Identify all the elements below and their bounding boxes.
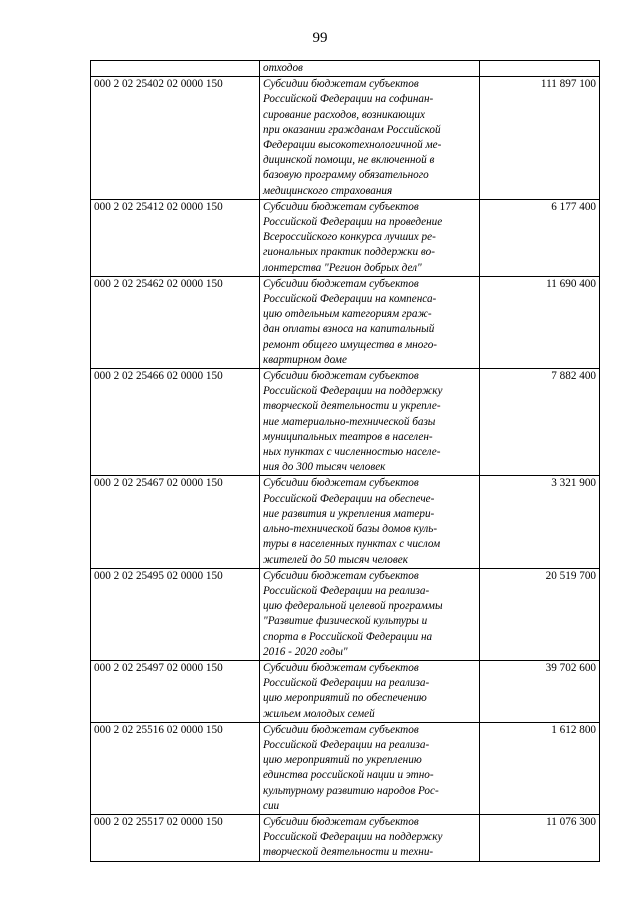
description-line: Субсидии бюджетам субъектов (263, 370, 419, 383)
description-line: спорта в Российской Федерации на (263, 630, 433, 643)
description-line: Субсидии бюджетам субъектов (263, 277, 419, 290)
description-line: Российской Федерации на реализа- (263, 738, 430, 751)
description-line: гиональных практик поддержки во- (263, 246, 435, 259)
description-line: медицинского страхования (263, 184, 393, 197)
description-line: Российской Федерации на обеспече- (263, 492, 435, 505)
description-line: ние развития и укрепления матери- (263, 507, 435, 520)
description-cell (260, 568, 480, 660)
description-cell (260, 476, 480, 568)
description-line: Российской Федерации на реализа- (263, 677, 430, 690)
description-line: жильем молодых семей (263, 707, 375, 720)
budget-code-cell: 000 2 02 25497 02 0000 150 (91, 660, 260, 722)
description-line: культурному развитию народов Рос- (263, 784, 439, 797)
description-line: ных пунктах с численностью населе- (263, 446, 441, 459)
description-line: Субсидии бюджетам субъектов (263, 723, 419, 736)
budget-code-cell: 000 2 02 25495 02 0000 150 (91, 568, 260, 660)
table-row (91, 276, 600, 368)
description-line: Российской Федерации на поддержку (263, 831, 443, 844)
description-line: цию федеральной целевой программы (263, 600, 443, 613)
description-line: при оказании гражданам Российской (263, 123, 441, 136)
description-cell (260, 276, 480, 368)
description-cell (260, 77, 480, 200)
amount-cell: 7 882 400 (480, 369, 600, 476)
table-row (91, 660, 600, 722)
description-line: Федерации высокотехнологичной ме- (263, 139, 442, 152)
description-line: отходов (263, 62, 303, 74)
budget-code-cell: 000 2 02 25462 02 0000 150 (91, 276, 260, 368)
description-line: туры в населенных пунктах с числом (263, 538, 441, 551)
table-row (91, 77, 600, 200)
description-line: Российской Федерации на софинан- (263, 93, 434, 106)
description-line: сии (263, 799, 280, 812)
amount-cell: 6 177 400 (480, 199, 600, 276)
amount-cell: 39 702 600 (480, 660, 600, 722)
description-line: цию мероприятий по укреплению (263, 754, 422, 767)
description-line: Субсидии бюджетам субъектов (263, 78, 419, 91)
description-line: дан оплаты взноса на капитальный (263, 323, 435, 336)
table-row (91, 568, 600, 660)
description-line: ально-технической базы домов куль- (263, 523, 438, 536)
description-line: Всероссийского конкурса лучших ре- (263, 231, 436, 244)
description-cell (260, 814, 480, 861)
description-line: Субсидии бюджетам субъектов (263, 661, 419, 674)
budget-code-cell: 000 2 02 25467 02 0000 150 (91, 476, 260, 568)
amount-cell: 11 076 300 (480, 814, 600, 861)
amount-cell: 3 321 900 (480, 476, 600, 568)
description-line: ние материально-технической базы (263, 415, 436, 428)
description-line: цию мероприятий по обеспечению (263, 692, 427, 705)
description-line: квартирном доме (263, 353, 347, 366)
budget-code-cell: 000 2 02 25516 02 0000 150 (91, 722, 260, 814)
description-line: сирование расходов, возникающих (263, 108, 425, 121)
amount-cell: 20 519 700 (480, 568, 600, 660)
description-cell (260, 660, 480, 722)
budget-code-cell: 000 2 02 25517 02 0000 150 (91, 814, 260, 861)
budget-code-cell: 000 2 02 25412 02 0000 150 (91, 199, 260, 276)
description-line: дицинской помощи, не включенной в (263, 154, 435, 167)
description-cell (260, 722, 480, 814)
budget-code-cell: 000 2 02 25402 02 0000 150 (91, 77, 260, 200)
amount-cell: 111 897 100 (480, 77, 600, 200)
description-cell (260, 369, 480, 476)
description-line: творческой деятельности и техни- (263, 846, 434, 859)
description-line: ния до 300 тысяч человек (263, 461, 386, 474)
budget-table-body (91, 61, 600, 862)
description-line: Российской Федерации на проведение (263, 216, 443, 229)
description-line: базовую программу обязательного (263, 169, 429, 182)
description-line: творческой деятельности и укрепле- (263, 400, 441, 413)
description-line: "Развитие физической культуры и (263, 615, 428, 628)
table-row (91, 369, 600, 476)
budget-code-cell: 000 2 02 25466 02 0000 150 (91, 369, 260, 476)
description-line: лонтерства "Регион добрых дел" (263, 261, 422, 274)
description-line: единства российской нации и этно- (263, 769, 434, 782)
description-line: муниципальных театров в населен- (263, 430, 433, 443)
budget-code-cell (91, 61, 260, 77)
description-line: 2016 - 2020 годы" (263, 645, 348, 658)
table-row (91, 722, 600, 814)
description-cell (260, 199, 480, 276)
page-number: 99 (312, 30, 328, 46)
table-row (91, 199, 600, 276)
description-line: Субсидии бюджетам субъектов (263, 815, 419, 828)
description-line: Российской Федерации на поддержку (263, 385, 443, 398)
description-line: Российской Федерации на компенса- (263, 293, 437, 306)
table-row (91, 476, 600, 568)
amount-cell: 1 612 800 (480, 722, 600, 814)
description-line: Субсидии бюджетам субъектов (263, 477, 419, 490)
description-line: цию отдельным категориям граж- (263, 308, 432, 321)
description-line: Российской Федерации на реализа- (263, 584, 430, 597)
description-line: жителей до 50 тысяч человек (263, 553, 408, 566)
amount-cell (480, 61, 600, 77)
table-row (91, 814, 600, 861)
amount-cell: 11 690 400 (480, 276, 600, 368)
budget-table (90, 60, 600, 862)
description-line: ремонт общего имущества в много- (263, 338, 438, 351)
table-row (91, 61, 600, 77)
description-cell (260, 61, 480, 77)
description-line: Субсидии бюджетам субъектов (263, 200, 419, 213)
description-line: Субсидии бюджетам субъектов (263, 569, 419, 582)
